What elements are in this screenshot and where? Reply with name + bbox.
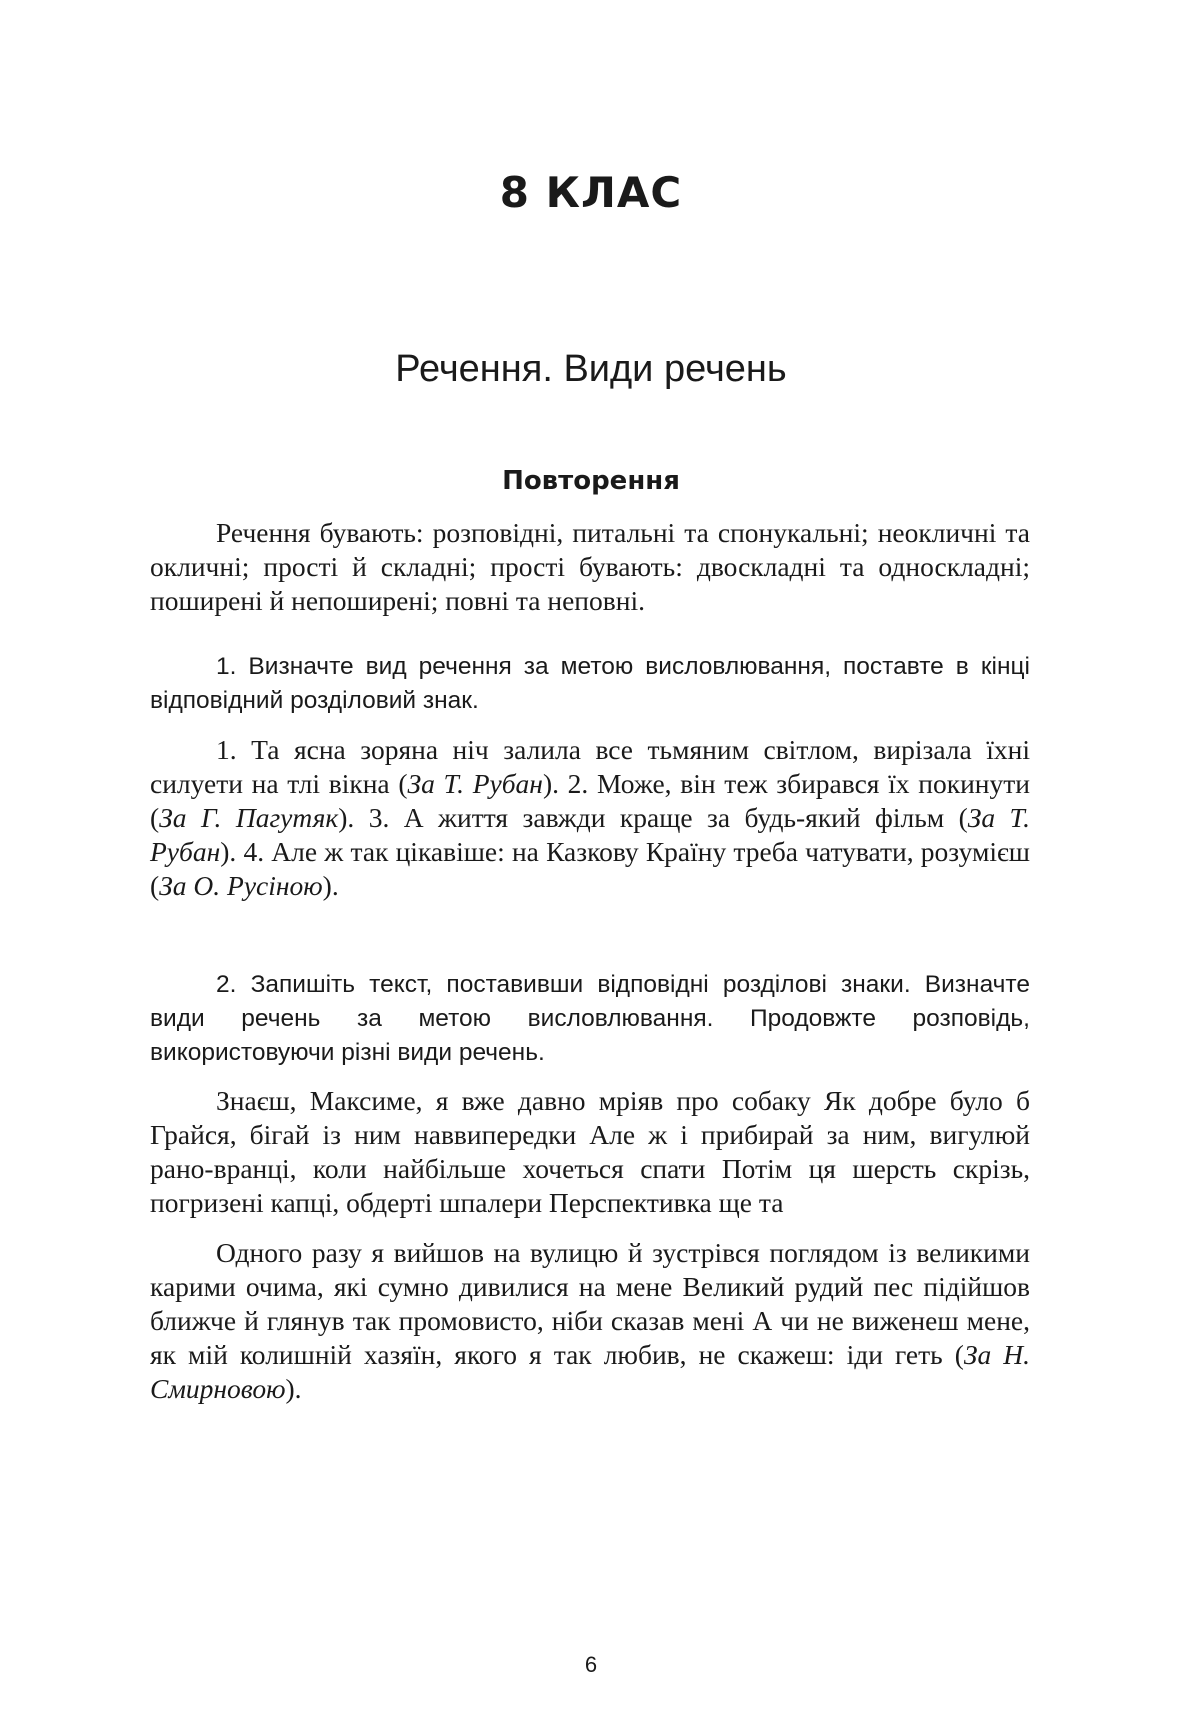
sentence-end: ). (322, 870, 339, 901)
citation: За О. Русіною (159, 870, 323, 901)
section-title: Повторення (502, 466, 680, 496)
sentence-2: ). 2. Може, він теж збирався їх покинути ( (150, 768, 1030, 833)
exercise-1-task: 1. Визначте вид речення за метою висловлювання, поставте в кінці відповідний розділовий знак. (150, 653, 1030, 714)
sentence-4: ). 4. Але ж так цікавіше: на Казкову Країну треба чатувати, розумієш ( (150, 836, 1030, 901)
exercise-1-text (150, 733, 1030, 903)
citation: За Т. Рубан (407, 768, 543, 799)
topic-title: Речення. Види речень (395, 348, 787, 390)
page-number: 6 (584, 1652, 598, 1677)
exercise-2-paragraph-1: Знаєш, Максиме, я вже давно мріяв про собаку Як добре було б Грайся, бігай із ним наввипередки Але ж і прибирай за ним, вигулюй рано-вранці, коли найбільше хочеться спати Потім ця шерсть скрізь, погризені капці, обдерті шпалери Перспективка ще та (150, 1085, 1030, 1218)
sentence-1: 1. Та ясна зоряна ніч залила все тьмяним світлом, вирізала їхні силуети на тлі вікна ( (150, 734, 1030, 799)
exercise-2-task: 2. Запишіть текст, поставивши відповідні розділові знаки. Визначте види речень за метою висловлювання. Продовжте розповідь, використовуючи різні види речень. (150, 971, 1030, 1066)
sentence-3: ). 3. А життя завжди краще за будь-який фільм ( (338, 802, 968, 833)
exercise-2-paragraph-2 (150, 1236, 1030, 1406)
grade-title: 8 КЛАС (499, 168, 683, 217)
paragraph-end: ). (285, 1373, 302, 1404)
citation: За Г. Пагутяк (159, 802, 339, 833)
paragraph-text: Одного разу я вийшов на вулицю й зустрівся поглядом із великими карими очима, які сумно дивилися на мене Великий рудий пес підійшов ближче й глянув так промовисто, ніби сказав мені А чи не виженеш мене, як мій колишній хазяїн, якого я так любив, не скажеш: іди геть ( (150, 1237, 1030, 1370)
citation: За Н. Смирновою (150, 1339, 1030, 1404)
rule-paragraph: Речення бувають: розповідні, питальні та спонукальні; неокличні та окличні; прості й складні; прості бувають: двоскладні та односкладні; поширені й непоширені; повні та неповні. (150, 517, 1030, 616)
citation: За Т. Рубан (150, 802, 1030, 867)
